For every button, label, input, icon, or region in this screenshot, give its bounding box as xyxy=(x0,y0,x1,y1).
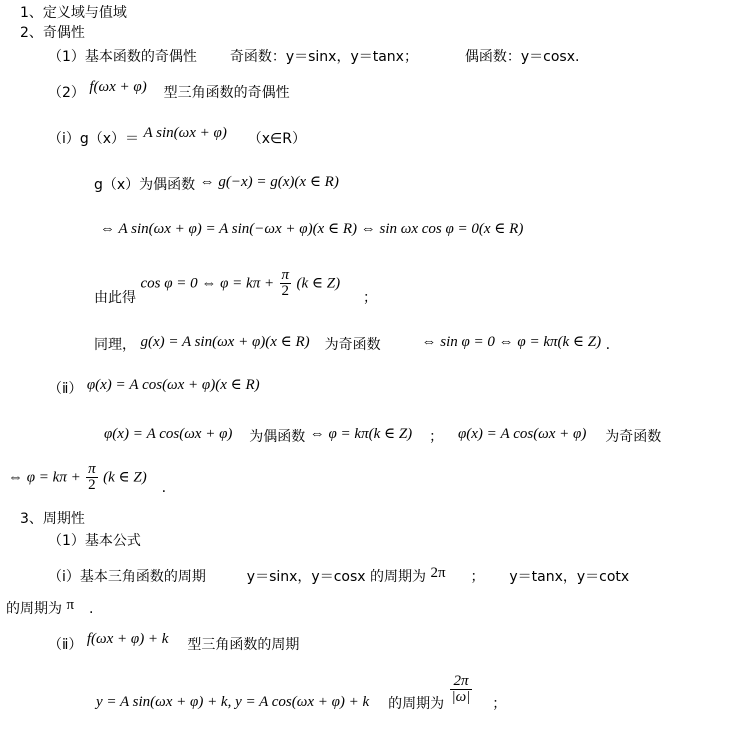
basic-period-line xyxy=(48,565,630,586)
pi-over-2-fraction-2 xyxy=(86,462,98,493)
heading-domain-range: 1、定义域与值域 xyxy=(20,5,127,21)
general-period-formula: y = A sin(ωx + φ) + k, y = A cos(ωx + φ) + k xyxy=(96,693,370,710)
cos-odd-text: 为奇函数 xyxy=(605,429,662,445)
odd-function-text: 为奇函数 xyxy=(324,337,381,353)
heading-parity: 2、奇偶性 xyxy=(20,25,85,41)
fraction-denominator-3: |ω| xyxy=(451,689,471,705)
pi-value: π xyxy=(66,597,75,613)
case-i-formula: A sin(ωx + φ) xyxy=(143,125,227,141)
case-i-domain: （x∈R） xyxy=(247,131,306,147)
basic-formula-label: （1）基本公式 xyxy=(48,533,141,549)
semicolon-4: ； xyxy=(492,695,507,712)
case-i-label: （ⅰ）g（x）＝ xyxy=(48,131,140,147)
odd-functions: 奇函数：y＝sinx，y＝tanx； xyxy=(229,49,418,65)
fraction-denominator: 2 xyxy=(281,283,290,299)
even-condition-formula: ⇔ g(−x) = g(x)(x ∈ R) xyxy=(199,174,339,190)
case-ii-line xyxy=(48,377,260,398)
composite-period-line xyxy=(48,631,300,654)
semicolon: ； xyxy=(363,289,378,306)
cos-odd-result-line xyxy=(8,461,167,496)
odd-condition-result: ⇔ sin φ = 0 ⇔ φ = kπ(k ∈ Z) xyxy=(421,334,602,350)
period-mark: . xyxy=(605,337,611,353)
semicolon-2: ； xyxy=(429,429,444,445)
basic-parity-line xyxy=(48,48,579,66)
cos-parity-line xyxy=(104,428,661,446)
similarly-formula: g(x) = A sin(ωx + φ)(x ∈ R) xyxy=(140,334,310,350)
composite-parity-label: （2） xyxy=(48,85,85,101)
fraction-denominator-2: 2 xyxy=(88,477,96,493)
cos-formula-odd: φ(x) = A cos(ωx + φ) xyxy=(457,426,587,442)
case-ii-label: （ⅱ） xyxy=(48,381,83,397)
fraction-numerator: π xyxy=(281,267,290,283)
hence-line xyxy=(94,267,378,306)
tan-period-text: 的周期为 xyxy=(6,601,62,617)
even-condition-text: g（x）为偶函数 xyxy=(94,177,196,193)
composite-formula: f(ωx + φ) xyxy=(89,79,147,95)
hence-label: 由此得 xyxy=(94,289,136,306)
cos-formula-even: φ(x) = A cos(ωx + φ) xyxy=(104,426,233,442)
composite-period-label: （ⅱ） xyxy=(48,637,83,653)
tan-cot-functions: y＝tanx，y＝cotx xyxy=(509,569,630,585)
hence-formula-a: cos φ = 0 ⇔ φ = kπ + xyxy=(140,275,275,292)
sin-cos-period: y＝sinx，y＝cosx 的周期为 xyxy=(246,569,427,585)
two-pi-value: 2π xyxy=(430,565,446,581)
period-mark-3: . xyxy=(88,601,94,617)
composite-parity-line xyxy=(48,79,290,102)
case-i-line xyxy=(48,125,306,148)
two-pi-over-omega-fraction xyxy=(450,674,473,705)
even-equivalence-formula: ⇔ A sin(ωx + φ) = A sin(−ωx + φ)(x ∈ R) ⇔ sin ωx cos φ = 0(x ∈ R) xyxy=(100,221,524,237)
cos-odd-result-a: ⇔ φ = kπ + xyxy=(8,469,81,486)
even-functions: 偶函数：y＝cosx. xyxy=(464,49,580,65)
general-period-line xyxy=(96,673,507,712)
basic-period-text: （ⅰ）基本三角函数的周期 xyxy=(48,569,206,585)
semicolon-3: ； xyxy=(470,569,485,585)
cos-odd-result-b: (k ∈ Z) xyxy=(103,469,147,486)
even-equivalence-line xyxy=(100,220,523,238)
composite-period-text: 型三角函数的周期 xyxy=(187,637,300,653)
hence-formula-b: (k ∈ Z) xyxy=(296,275,341,292)
composite-parity-text: 型三角函数的奇偶性 xyxy=(163,85,290,101)
heading-periodicity: 3、周期性 xyxy=(20,511,85,527)
case-ii-formula: φ(x) = A cos(ωx + φ)(x ∈ R) xyxy=(86,377,260,393)
fraction-numerator-3: 2π xyxy=(453,673,469,689)
cos-even-text: 为偶函数 xyxy=(249,429,306,445)
general-period-text: 的周期为 xyxy=(388,695,445,712)
composite-period-formula: f(ωx + φ) + k xyxy=(86,631,169,647)
fraction-numerator-2: π xyxy=(88,461,96,477)
tan-period-line xyxy=(6,597,94,618)
pi-over-2-fraction xyxy=(280,268,292,299)
similarly-line xyxy=(94,336,610,354)
basic-parity-label: （1）基本函数的奇偶性 xyxy=(48,49,197,65)
period-mark-2: . xyxy=(161,479,167,496)
cos-even-result: ⇔ φ = kπ(k ∈ Z) xyxy=(309,426,413,442)
even-condition-line xyxy=(94,176,339,194)
similarly-label: 同理， xyxy=(94,337,136,353)
